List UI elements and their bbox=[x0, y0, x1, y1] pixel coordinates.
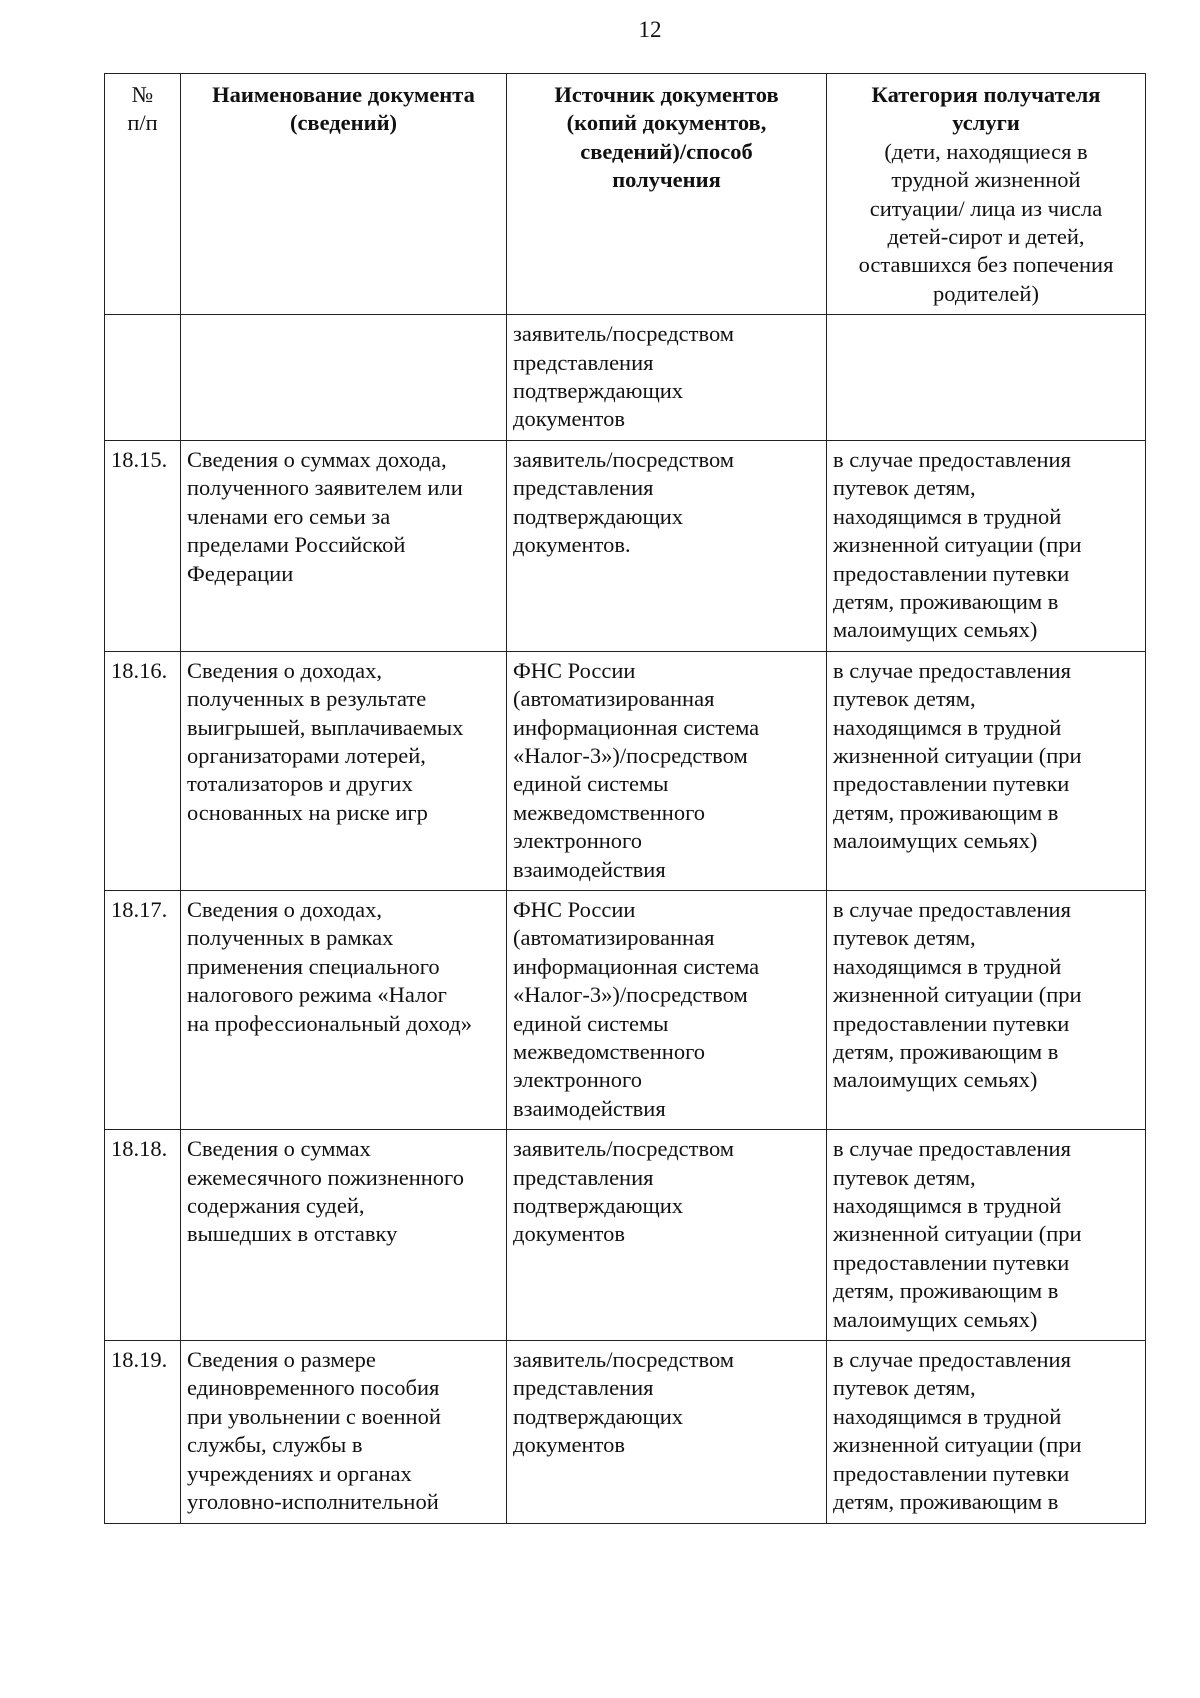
cell-number bbox=[105, 315, 181, 441]
header-recipient-category: Категория получателя услуги (дети, находящиеся в трудной жизненной ситуации/ лица из числа детей-сирот и детей, оставшихся без попечения родителей) bbox=[827, 74, 1146, 315]
cell-document-source: заявитель/посредством представления подтверждающих документов. bbox=[507, 440, 827, 651]
cell-number: 18.17. bbox=[105, 890, 181, 1129]
table-row-continuation bbox=[105, 315, 1146, 441]
table-row bbox=[105, 1130, 1146, 1341]
table-row bbox=[105, 651, 1146, 890]
cell-document-name: Сведения о суммах ежемесячного пожизненного содержания судей, вышедших в отставку bbox=[181, 1130, 507, 1341]
header-document-source: Источник документов (копий документов, сведений)/способ получения bbox=[507, 74, 827, 315]
cell-document-source: ФНС России (автоматизированная информационная система «Налог-3»)/посредством единой системы межведомственного электронного взаимодействия bbox=[507, 890, 827, 1129]
cell-recipient-category bbox=[827, 315, 1146, 441]
table-row bbox=[105, 890, 1146, 1129]
cell-recipient-category: в случае предоставления путевок детям, находящимся в трудной жизненной ситуации (при предоставлении путевки детям, проживающим в bbox=[827, 1341, 1146, 1523]
table-header-row bbox=[105, 74, 1146, 315]
cell-number: 18.18. bbox=[105, 1130, 181, 1341]
cell-recipient-category: в случае предоставления путевок детям, находящимся в трудной жизненной ситуации (при предоставлении путевки детям, проживающим в малоимущих семьях) bbox=[827, 440, 1146, 651]
page-number: 12 bbox=[638, 17, 662, 42]
cell-document-source: заявитель/посредством представления подтверждающих документов bbox=[507, 315, 827, 441]
cell-number: 18.15. bbox=[105, 440, 181, 651]
header-number: № п/п bbox=[105, 74, 181, 315]
cell-number: 18.19. bbox=[105, 1341, 181, 1523]
cell-document-name: Сведения о доходах, полученных в рамках применения специального налогового режима «Налог на профессиональный доход» bbox=[181, 890, 507, 1129]
cell-number: 18.16. bbox=[105, 651, 181, 890]
cell-document-name bbox=[181, 315, 507, 441]
documents-table bbox=[104, 73, 1146, 1524]
table-row bbox=[105, 440, 1146, 651]
table-row bbox=[105, 1341, 1146, 1523]
cell-document-source: ФНС России (автоматизированная информационная система «Налог-3»)/посредством единой системы межведомственного электронного взаимодействия bbox=[507, 651, 827, 890]
header-document-name: Наименование документа (сведений) bbox=[181, 74, 507, 315]
cell-document-name: Сведения о суммах дохода, полученного заявителем или членами его семьи за пределами Российской Федерации bbox=[181, 440, 507, 651]
cell-document-source: заявитель/посредством представления подтверждающих документов bbox=[507, 1130, 827, 1341]
cell-document-name: Сведения о размере единовременного пособия при увольнении с военной службы, службы в учреждениях и органах уголовно-исполнительной bbox=[181, 1341, 507, 1523]
cell-recipient-category: в случае предоставления путевок детям, находящимся в трудной жизненной ситуации (при предоставлении путевки детям, проживающим в малоимущих семьях) bbox=[827, 651, 1146, 890]
cell-document-source: заявитель/посредством представления подтверждающих документов bbox=[507, 1341, 827, 1523]
cell-recipient-category: в случае предоставления путевок детям, находящимся в трудной жизненной ситуации (при предоставлении путевки детям, проживающим в малоимущих семьях) bbox=[827, 1130, 1146, 1341]
cell-recipient-category: в случае предоставления путевок детям, находящимся в трудной жизненной ситуации (при предоставлении путевки детям, проживающим в малоимущих семьях) bbox=[827, 890, 1146, 1129]
cell-document-name: Сведения о доходах, полученных в результате выигрышей, выплачиваемых организаторами лотерей, тотализаторов и других основанных на риске игр bbox=[181, 651, 507, 890]
